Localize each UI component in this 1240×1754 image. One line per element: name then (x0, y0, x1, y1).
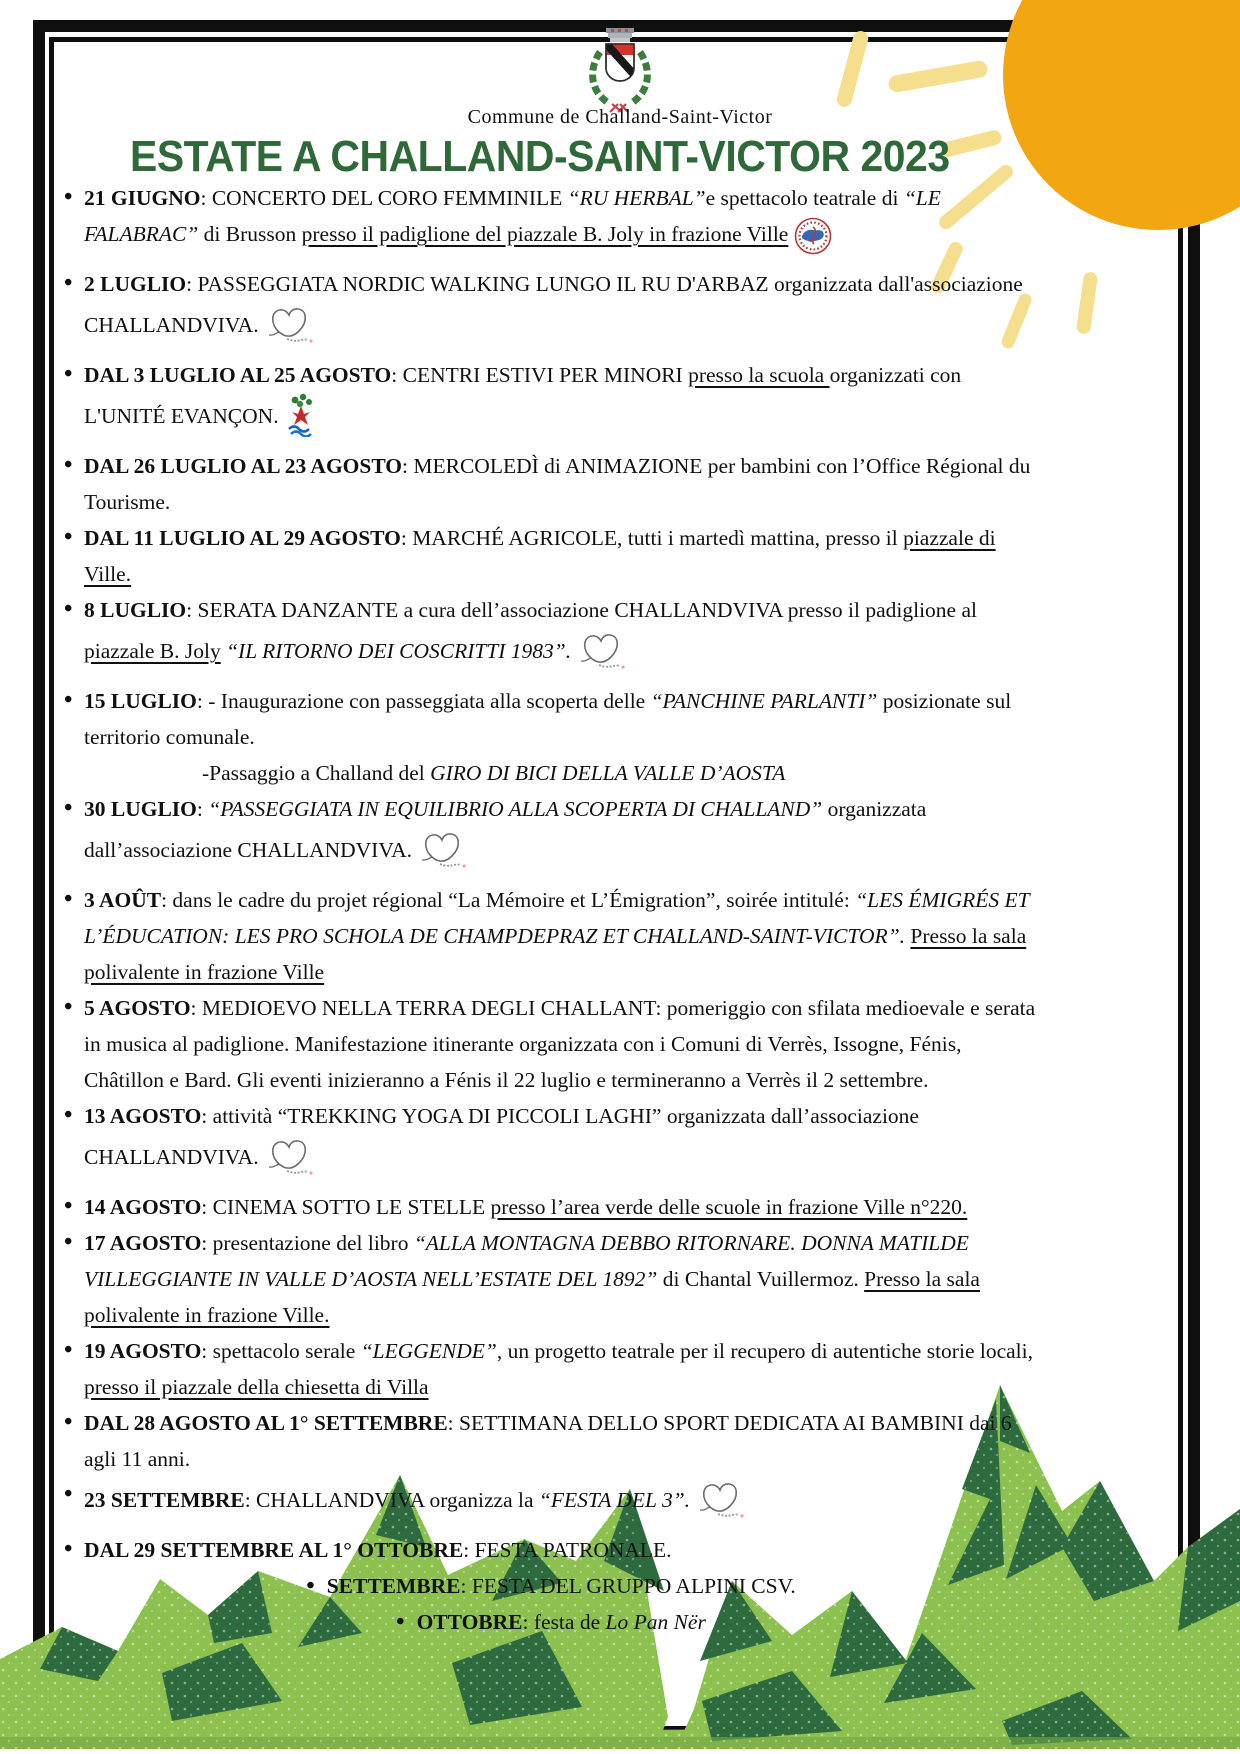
event-date: 8 LUGLIO (84, 598, 187, 622)
event-text: “LE FALABRAC” (84, 186, 941, 246)
event-text: di Chantal Vuillermoz. (657, 1267, 865, 1291)
event-text: : SETTIMANA DELLO SPORT DEDICATA AI BAMBINI dai 6 agli 11 anni. (84, 1411, 1012, 1471)
event-text: : MEDIOEVO NELLA TERRA DEGLI CHALLANT: pomeriggio con sfilata medioevale e serata in musica al padiglione. Manifestazione itinerante organizzata con i Comuni di Verrès, Issogne, Fénis, Châtillon e Bard. Gli eventi inizieranno a Fénis il 22 luglio e termineranno a Verrès il 2 settembre. (84, 996, 1036, 1092)
event-item (62, 1477, 1040, 1532)
event-text: : dans le cadre du projet régional “La Mémoire et L’Émigration”, soirée intitulé: (161, 888, 856, 912)
event-text: Lo Pan Nër (605, 1610, 706, 1634)
event-item (62, 448, 1040, 520)
event-date: DAL 26 LUGLIO AL 23 AGOSTO (84, 454, 403, 478)
event-item (62, 990, 1040, 1098)
event-text: : - Inaugurazione con passeggiata alla scoperta delle (196, 689, 651, 713)
event-text: “IL RITORNO DEI COSCRITTI 1983”. (226, 639, 572, 663)
event-text: Presso la sala polivalente in frazione Ville (84, 924, 1027, 984)
event-date: 15 LUGLIO (84, 689, 197, 713)
event-text: Presso la sala polivalente in frazione Ville. (84, 1267, 980, 1327)
event-item (62, 1532, 1040, 1568)
challandviva-heart-logo-icon (577, 628, 629, 683)
event-text: “RU HERBAL” (567, 186, 706, 210)
event-text: posizionate sul territorio comunale. (84, 689, 1012, 749)
commune-label: Commune de Challand-Saint-Victor (467, 106, 773, 128)
event-text: organizzata dall’associazione CHALLANDVIVA. (84, 797, 927, 862)
event-item (62, 1568, 1040, 1604)
event-text: : MARCHÉ AGRICOLE, tutti i martedì mattina, presso il (400, 526, 904, 550)
event-text: : (196, 797, 209, 821)
event-text: : SERATA DANZANTE a cura dell’associazione CHALLANDVIVA presso il padiglione al (186, 598, 977, 622)
event-text: presso la scuola (688, 363, 830, 387)
event-text: piazzale di Ville. (84, 526, 996, 586)
challandviva-heart-logo-icon (265, 1134, 317, 1189)
event-text: : FESTA PATRONALE. (463, 1538, 672, 1562)
event-text: : attività “TREKKING YOGA DI PICCOLI LAGHI” organizzata dall’associazione CHALLANDVIVA. (84, 1104, 919, 1169)
event-date: 17 AGOSTO (84, 1231, 202, 1255)
event-text: : CENTRI ESTIVI PER MINORI (391, 363, 689, 387)
event-date: 2 LUGLIO (84, 272, 187, 296)
event-date: DAL 11 LUGLIO AL 29 AGOSTO (84, 526, 401, 550)
event-text: -Passaggio a Challand del (202, 761, 431, 785)
event-text: “PASSEGGIATA IN EQUILIBRIO ALLA SCOPERTA DI CHALLAND” (208, 797, 823, 821)
event-date: 3 AOÛT (84, 888, 162, 912)
event-text: organizzati con L'UNITÉ EVANÇON. (84, 363, 962, 428)
event-item (62, 592, 1040, 683)
event-date: 23 SETTEMBRE (84, 1488, 245, 1512)
event-text: : CINEMA SOTTO LE STELLE (201, 1195, 491, 1219)
event-item (62, 180, 1040, 266)
event-text: piazzale B. Joly (84, 639, 221, 663)
event-date: OTTOBRE (416, 1610, 523, 1634)
event-date: DAL 29 SETTEMBRE AL 1° OTTOBRE (84, 1538, 464, 1562)
event-text: “LEGGENDE” (360, 1339, 497, 1363)
choir-logo-icon (794, 217, 832, 266)
event-text: : MERCOLEDÌ di ANIMAZIONE per bambini con l’Office Régional du Tourisme. (84, 454, 1031, 514)
event-item (62, 882, 1040, 990)
events-list (62, 180, 1040, 1640)
challandviva-heart-logo-icon (418, 827, 470, 882)
event-text: di Brusson (198, 222, 302, 246)
event-text: : spettacolo serale (201, 1339, 361, 1363)
event-text: , un progetto teatrale per il recupero di autentiche storie locali, (496, 1339, 1033, 1363)
event-date: 14 AGOSTO (84, 1195, 202, 1219)
event-text: “FESTA DEL 3”. (538, 1488, 691, 1512)
event-text: : presentazione del libro (201, 1231, 414, 1255)
event-text: : CHALLANDVIVA organizza la (244, 1488, 539, 1512)
event-item (62, 1604, 1040, 1640)
event-item (62, 1098, 1040, 1189)
event-date: DAL 3 LUGLIO AL 25 AGOSTO (84, 363, 392, 387)
event-text: “LES ÉMIGRÉS ET L’ÉDUCATION: LES PRO SCHOLA DE CHAMPDEPRAZ ET CHALLAND-SAINT-VICTOR”. (84, 888, 1030, 948)
event-item (62, 520, 1040, 592)
event-text: : FESTA DEL GRUPPO ALPINI CSV. (460, 1574, 796, 1598)
event-text: “PANCHINE PARLANTI” (650, 689, 878, 713)
event-date: 5 AGOSTO (84, 996, 191, 1020)
challandviva-heart-logo-icon (696, 1477, 748, 1532)
event-item (62, 266, 1040, 357)
event-date: SETTEMBRE (326, 1574, 461, 1598)
event-item (62, 1225, 1040, 1333)
event-text: : festa de (522, 1610, 606, 1634)
event-item (62, 357, 1040, 448)
event-date: 30 LUGLIO (84, 797, 197, 821)
event-text: : PASSEGGIATA NORDIC WALKING LUNGO IL RU D'ARBAZ organizzata dall'associazione CHALLANDVIVA. (84, 272, 1023, 337)
event-text: GIRO DI BICI DELLA VALLE D’AOSTA (430, 761, 786, 785)
event-item (62, 791, 1040, 882)
event-text: “ALLA MONTAGNA DEBBO RITORNARE. DONNA MATILDE VILLEGGIANTE IN VALLE D’AOSTA NELL’ESTATE DEL 1892” (84, 1231, 969, 1291)
event-text: presso il piazzale della chiesetta di Villa (84, 1375, 429, 1399)
event-date: 13 AGOSTO (84, 1104, 202, 1128)
event-item (62, 683, 1040, 791)
event-item (62, 1405, 1040, 1477)
event-date: 21 GIUGNO (84, 186, 201, 210)
event-text: presso il padiglione del piazzale B. Joly in frazione Ville (301, 222, 789, 246)
event-item (62, 1189, 1040, 1225)
event-text: e spettacolo teatrale di (705, 186, 904, 210)
event-date: DAL 28 AGOSTO AL 1° SETTEMBRE (84, 1411, 448, 1435)
event-text: presso l’area verde delle scuole in frazione Ville n°220. (490, 1195, 968, 1219)
challandviva-heart-logo-icon (265, 302, 317, 357)
page-title: ESTATE A CHALLAND-SAINT-VICTOR 2023 (130, 132, 950, 181)
event-date: 19 AGOSTO (84, 1339, 202, 1363)
event-text: : CONCERTO DEL CORO FEMMINILE (200, 186, 568, 210)
event-item (62, 1333, 1040, 1405)
unite-evancon-logo-icon (285, 393, 317, 448)
